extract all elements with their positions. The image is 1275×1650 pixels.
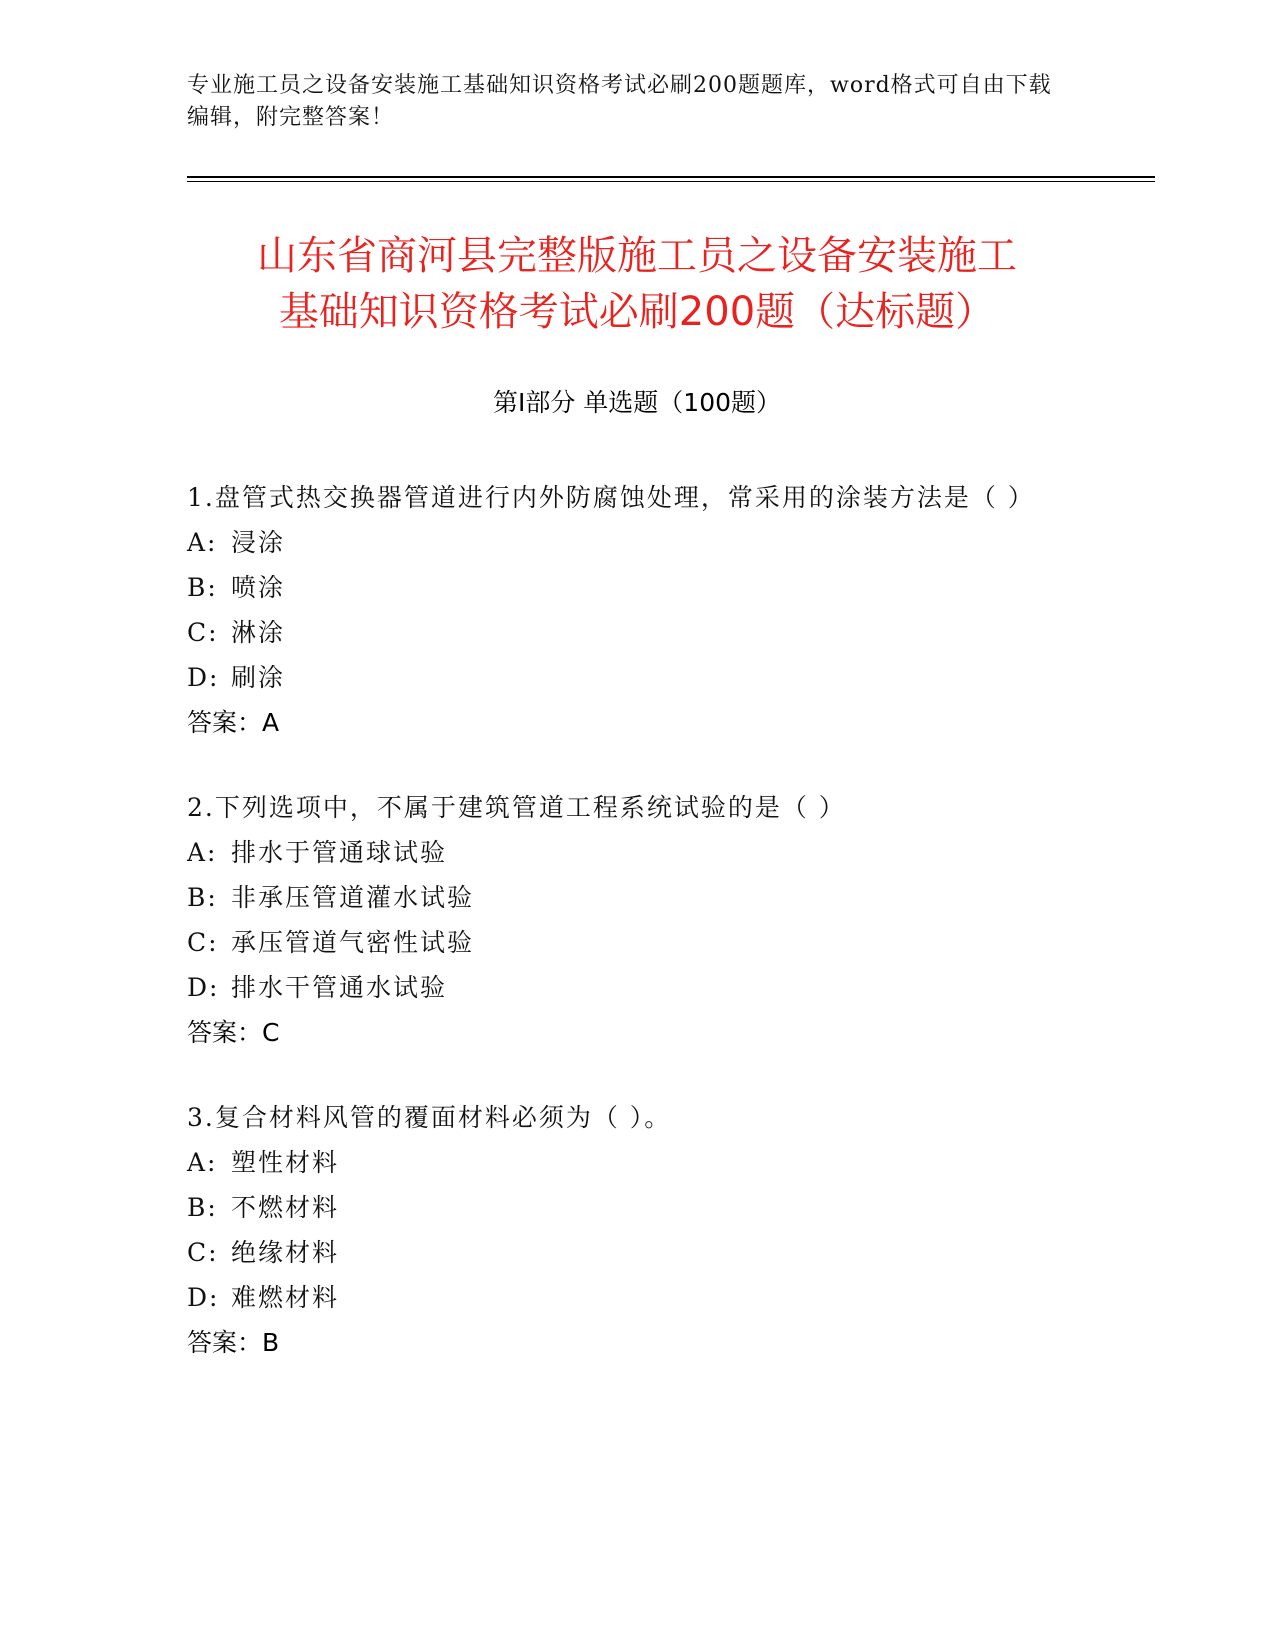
option-letter: A: (187, 1148, 218, 1177)
option-text: 喷涂 (231, 573, 286, 602)
option-text: 塑性材料 (231, 1148, 340, 1177)
option-text: 排水于管通球试验 (231, 838, 448, 867)
document-title-line-1: 山东省商河县完整版施工员之设备安装施工 (257, 233, 1017, 279)
question-1 (187, 476, 1067, 746)
question-stem: 3.复合材料风管的覆面材料必须为（ ）。 (187, 1103, 672, 1132)
option-d (187, 1275, 1067, 1320)
option-c (187, 920, 1067, 965)
option-a (187, 1140, 1067, 1185)
option-text: 淋涂 (231, 618, 286, 647)
option-text: 排水干管通水试验 (231, 973, 448, 1002)
option-text: 刷涂 (231, 663, 286, 692)
question-stem: 2.下列选项中，不属于建筑管道工程系统试验的是（ ） (187, 793, 846, 822)
question-list (187, 476, 1067, 1406)
header-rule-thin (187, 181, 1155, 182)
option-letter: D: (187, 973, 220, 1002)
option-letter: D: (187, 1283, 220, 1312)
option-b (187, 875, 1067, 920)
document-title (187, 228, 1087, 340)
option-text: 不燃材料 (231, 1193, 340, 1222)
option-letter: A: (187, 838, 218, 867)
question-stem: 1.盘管式热交换器管道进行内外防腐蚀处理，常采用的涂装方法是（ ） (187, 483, 1035, 512)
document-title-line-2: 基础知识资格考试必刷200题（达标题） (278, 289, 996, 335)
option-letter: B: (187, 883, 218, 912)
option-d (187, 655, 1067, 700)
answer: 答案：A (187, 708, 280, 737)
option-letter: C: (187, 1238, 219, 1267)
option-letter: B: (187, 573, 218, 602)
question-2 (187, 786, 1067, 1056)
option-letter: D: (187, 663, 220, 692)
option-a (187, 520, 1067, 565)
answer: 答案：C (187, 1018, 280, 1047)
section-title: 第Ⅰ部分 单选题（100题） (492, 388, 782, 417)
option-b (187, 1185, 1067, 1230)
option-letter: A: (187, 528, 218, 557)
option-letter: C: (187, 928, 219, 957)
header-rule-thick (187, 176, 1155, 178)
option-text: 绝缘材料 (231, 1238, 340, 1267)
option-c (187, 1230, 1067, 1275)
header-note: 专业施工员之设备安装施工基础知识资格考试必刷200题题库，word格式可自由下载编辑，附完整答案！ (187, 73, 1052, 130)
option-letter: C: (187, 618, 219, 647)
option-text: 承压管道气密性试验 (231, 928, 475, 957)
option-text: 非承压管道灌水试验 (231, 883, 475, 912)
question-3 (187, 1096, 1067, 1366)
option-text: 浸涂 (231, 528, 286, 557)
option-a (187, 830, 1067, 875)
answer: 答案：B (187, 1328, 280, 1357)
option-text: 难燃材料 (231, 1283, 340, 1312)
option-d (187, 965, 1067, 1010)
option-b (187, 565, 1067, 610)
option-c (187, 610, 1067, 655)
option-letter: B: (187, 1193, 218, 1222)
